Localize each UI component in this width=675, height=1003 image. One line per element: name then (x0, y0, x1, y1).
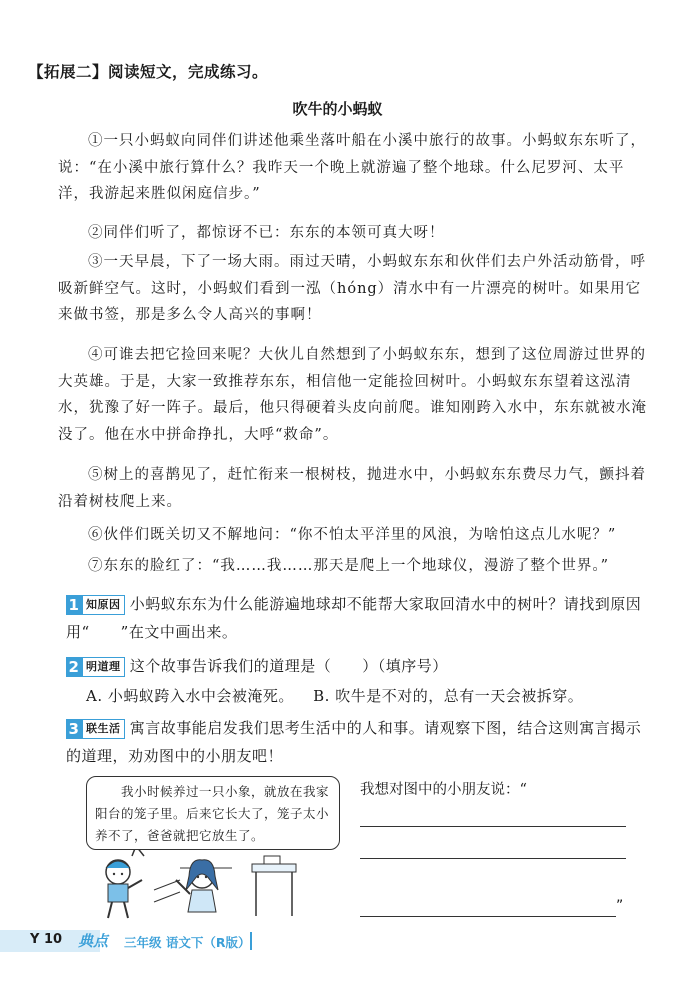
brand-logo: 典点 (78, 932, 109, 950)
paragraph-2: ②同伴们听了，都惊讶不已：东东的本领可真大呀！ (88, 225, 445, 241)
speech-bubble: 我小时候养过一只小象，就放在我家阳台的笼子里。后来它长大了，笼子太小养不了，爸爸就把它放生了。 (86, 776, 340, 850)
question-badge: 1 知原因 (66, 595, 125, 615)
options-row (86, 682, 675, 710)
paragraph-3: ③一天早晨，下了一场大雨。雨过天晴，小蚂蚁东东和伙伴们去户外活动筋骨，呼吸新鲜空气。这时，小蚂蚁们看到一泓（hóng）清水中有一片漂亮的树叶。如果用它来做书签，那是多么令人高兴的事啊！ (58, 254, 646, 323)
answer-prompt: 我想对图中的小朋友说：“ (360, 782, 527, 798)
paragraph-5: ⑤树上的喜鹊见了，赶忙衔来一根树枝，抛进水中，小蚂蚁东东费尽力气，颤抖着沿着树枝爬上来。 (58, 467, 646, 510)
question-text: 这个故事告诉我们的道理是（ ）（填序号） (129, 657, 448, 675)
option-b[interactable]: B. 吹牛是不对的，总有一天会被拆穿。 (313, 687, 584, 705)
story-title: 吹牛的小蚂蚁 (292, 100, 383, 118)
page-number: Y 10 (30, 932, 63, 947)
question-badge: 2 明道理 (66, 657, 125, 677)
footer-divider (250, 932, 252, 950)
question-1 (66, 590, 656, 646)
option-a[interactable]: A. 小蚂蚁跨入水中会被淹死。 (86, 687, 294, 705)
question-badge: 3 联生活 (66, 719, 125, 739)
paragraph-1: ①一只小蚂蚁向同伴们讲述他乘坐落叶船在小溪中旅行的故事。小蚂蚁东东听了，说：“在小溪中旅行算什么？我昨天一个晚上就游遍了整个地球。什么尼罗河、太平洋，我游起来胜似闲庭信步。” (58, 133, 646, 202)
question-text: 寓言故事能启发我们思考生活中的人和事。请观察下图，结合这则寓言揭示的道理，劝劝图中的小朋友吧！ (66, 719, 642, 765)
paragraph-6: ⑥伙伴们既关切又不解地问：“你不怕太平洋里的风浪，为啥怕这点儿水呢？” (88, 527, 617, 543)
paragraph-7: ⑦东东的脸红了：“我……我……那天是爬上一个地球仪，漫游了整个世界。” (88, 558, 610, 574)
paragraph-4: ④可谁去把它捡回来呢？大伙儿自然想到了小蚂蚁东东，想到了这位周游过世界的大英雄。于是，大家一致推荐东东，相信他一定能捡回树叶。小蚂蚁东东望着这泓清水，犹豫了好一阵子。最后，他只得硬着头皮向前爬。谁知刚跨入水中，东东就被水淹没了。他在水中拼命挣扎，大呼“救命”。 (58, 347, 647, 443)
question-2 (66, 652, 656, 680)
answer-line-3[interactable] (360, 916, 616, 917)
question-3 (66, 714, 656, 770)
question-text: 小蚂蚁东东为什么能游遍地球却不能帮大家取回清水中的树叶？请找到原因用“ ”在文中画出来。 (66, 595, 642, 641)
grade-label: 三年级 语文下（R版） (124, 935, 251, 950)
answer-line-1[interactable] (360, 826, 626, 827)
answer-line-2[interactable] (360, 858, 626, 859)
exercise-header: 【拓展二】阅读短文，完成练习。 (28, 63, 269, 81)
children-illustration (92, 850, 304, 920)
page-footer (0, 930, 675, 956)
answer-close-quote: ” (616, 898, 624, 914)
